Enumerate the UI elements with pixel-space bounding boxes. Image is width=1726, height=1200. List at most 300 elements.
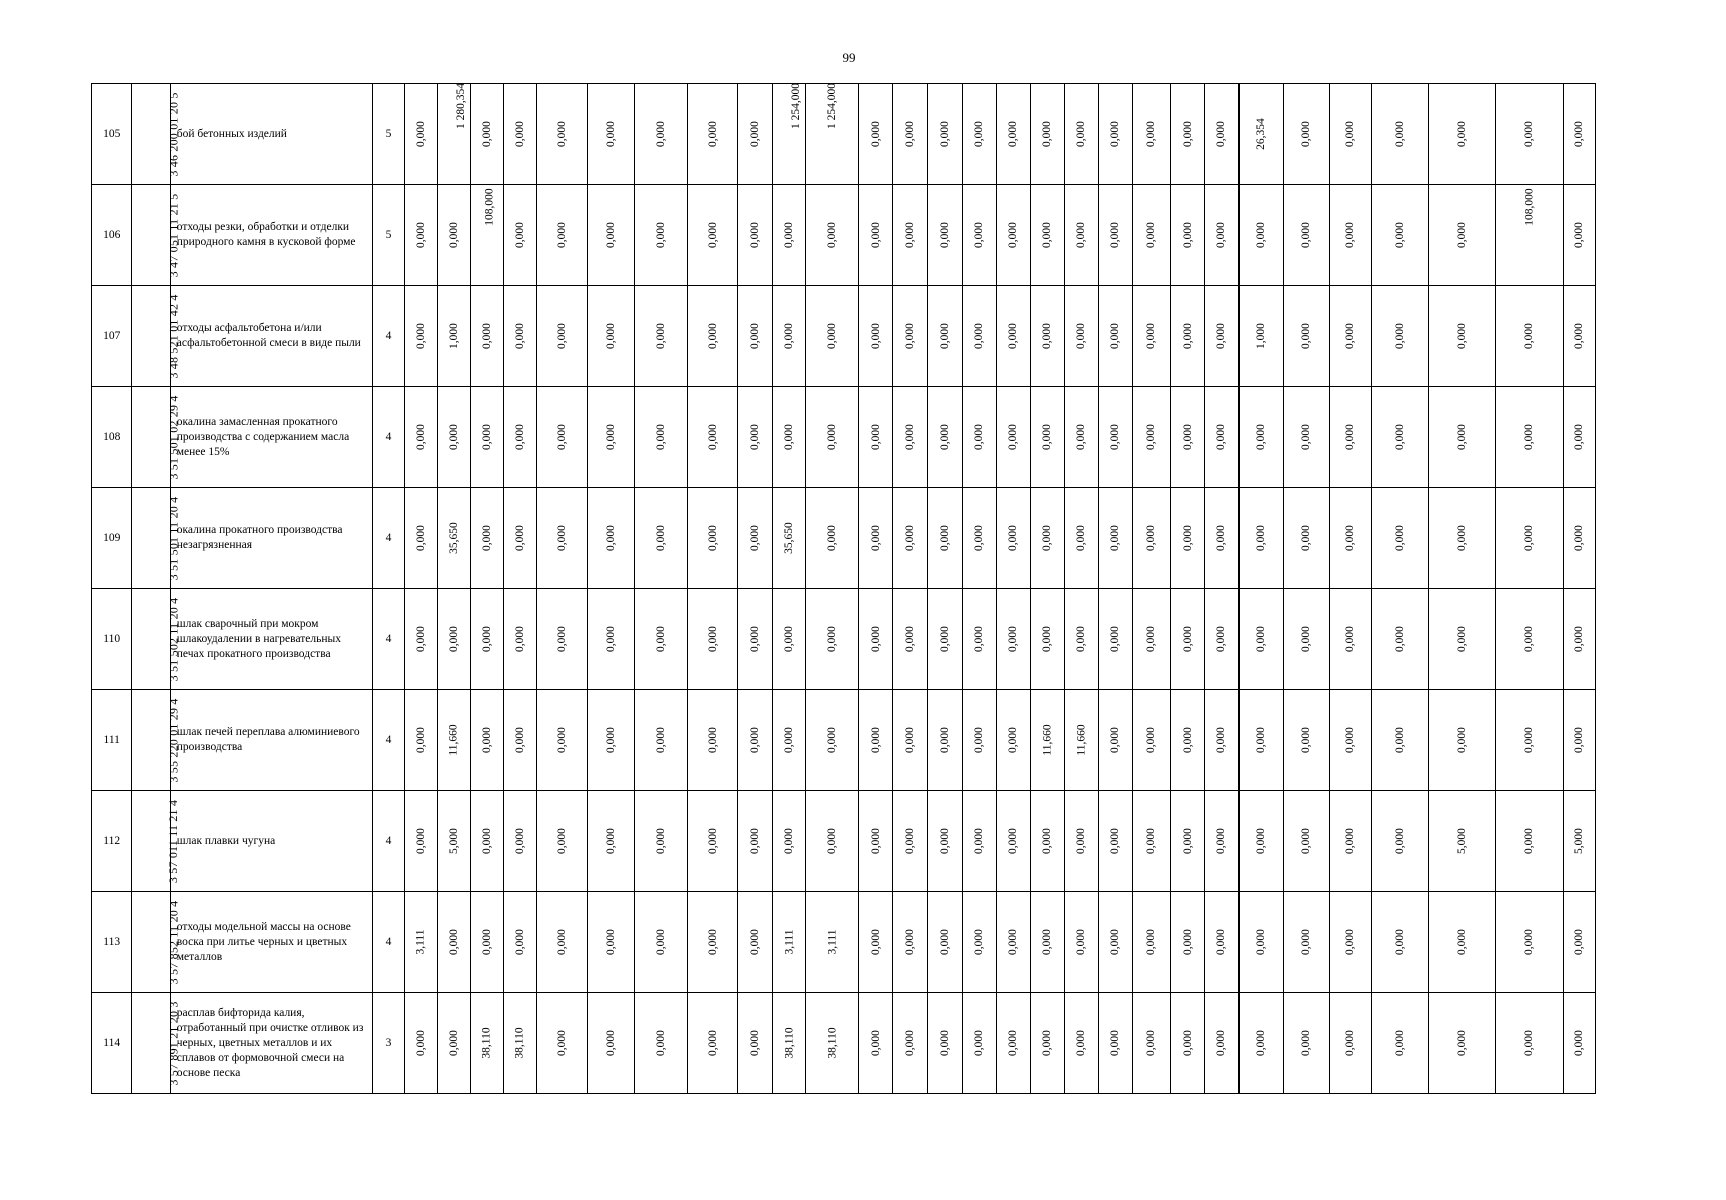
value-text: 0,000 [706, 828, 719, 854]
value-cell [737, 690, 772, 791]
value-text: 0,000 [1393, 929, 1406, 955]
value-text: 0,000 [1255, 525, 1268, 551]
value-text: 0,000 [604, 929, 617, 955]
value-text: 0,000 [513, 222, 526, 248]
value-text: 0,000 [1523, 1030, 1536, 1056]
value-text: 0,000 [654, 626, 667, 652]
value-text: 0,000 [749, 222, 762, 248]
value-text: 0,000 [869, 1030, 882, 1056]
value-cell [1372, 589, 1428, 690]
value-text: 0,000 [749, 929, 762, 955]
value-cell [1205, 690, 1239, 791]
value-text: 0,000 [783, 828, 796, 854]
value-text: 0,000 [1573, 626, 1586, 652]
value-cell [1329, 589, 1372, 690]
value-text: 0,000 [604, 323, 617, 349]
value-text: 0,000 [749, 1030, 762, 1056]
value-text: 35,650 [447, 522, 460, 554]
value-cell [806, 84, 859, 185]
value-cell [962, 690, 996, 791]
value-cell [1239, 589, 1284, 690]
value-cell [1098, 589, 1132, 690]
value-text: 0,000 [904, 121, 917, 147]
value-text: 0,000 [555, 525, 568, 551]
value-cell [1098, 690, 1132, 791]
value-cell [1372, 791, 1428, 892]
value-cell [1205, 185, 1239, 286]
waste-code-text: 3 51 502 11 20 4 [166, 597, 181, 681]
value-cell [1372, 993, 1428, 1094]
value-cell [1171, 892, 1205, 993]
value-text: 0,000 [447, 424, 460, 450]
value-text: 0,000 [826, 626, 839, 652]
value-cell [893, 892, 928, 993]
value-cell [1329, 387, 1372, 488]
value-text: 0,000 [1181, 1030, 1194, 1056]
value-text: 0,000 [783, 727, 796, 753]
value-text: 0,000 [1300, 424, 1313, 450]
value-cell [1495, 84, 1563, 185]
value-cell [928, 286, 962, 387]
value-cell [1064, 387, 1098, 488]
value-cell [737, 286, 772, 387]
value-cell [1030, 892, 1064, 993]
value-text: 0,000 [1041, 1030, 1054, 1056]
value-cell [893, 387, 928, 488]
value-cell [928, 791, 962, 892]
value-text: 0,000 [1523, 727, 1536, 753]
value-cell [1098, 286, 1132, 387]
value-cell [587, 892, 634, 993]
value-text: 0,000 [414, 121, 427, 147]
value-cell [806, 589, 859, 690]
value-cell [1064, 690, 1098, 791]
value-cell [634, 690, 687, 791]
value-text: 0,000 [1109, 323, 1122, 349]
value-text: 0,000 [604, 727, 617, 753]
waste-name: шлак печей переплава алюминиевого производства [170, 690, 372, 791]
value-text: 0,000 [1041, 929, 1054, 955]
value-cell [1030, 993, 1064, 1094]
value-text: 0,000 [1573, 727, 1586, 753]
value-cell [687, 690, 737, 791]
value-cell [536, 791, 587, 892]
value-cell [1563, 185, 1595, 286]
waste-code [132, 84, 182, 185]
value-cell [503, 690, 536, 791]
value-cell [859, 488, 893, 589]
value-cell [773, 84, 806, 185]
value-cell [773, 387, 806, 488]
value-cell [1098, 387, 1132, 488]
value-text: 0,000 [1181, 323, 1194, 349]
value-text: 0,000 [513, 121, 526, 147]
value-text: 0,000 [555, 626, 568, 652]
value-cell [893, 185, 928, 286]
value-cell [536, 286, 587, 387]
value-cell [404, 286, 437, 387]
value-cell [1030, 488, 1064, 589]
value-cell [1239, 993, 1284, 1094]
value-cell [737, 589, 772, 690]
value-cell [1495, 892, 1563, 993]
value-text: 0,000 [939, 828, 951, 854]
value-cell [634, 84, 687, 185]
value-text: 0,000 [1215, 727, 1228, 753]
value-text: 3,111 [783, 929, 796, 955]
value-text: 0,000 [1300, 323, 1313, 349]
value-text: 0,000 [1109, 121, 1122, 147]
value-cell [587, 488, 634, 589]
value-cell [1171, 185, 1205, 286]
value-text: 0,000 [939, 525, 951, 551]
waste-name: шлак сварочный при мокром шлакоудалении в нагревательных печах прокатного производства [170, 589, 372, 690]
value-cell [737, 387, 772, 488]
value-text: 0,000 [1300, 727, 1313, 753]
value-cell [1329, 892, 1372, 993]
value-cell [996, 488, 1030, 589]
value-text: 0,000 [604, 828, 617, 854]
value-text: 0,000 [1573, 222, 1586, 248]
value-text: 0,000 [1255, 727, 1268, 753]
value-text: 0,000 [654, 1030, 667, 1056]
value-text: 11,660 [1075, 724, 1088, 756]
waste-code [132, 690, 182, 791]
value-cell [1495, 286, 1563, 387]
table-row [92, 791, 1596, 892]
waste-code-text: 3 57 852 11 20 4 [166, 900, 181, 984]
row-number: 110 [92, 589, 132, 690]
value-cell [1283, 387, 1329, 488]
value-cell [1372, 690, 1428, 791]
value-cell [893, 286, 928, 387]
waste-code-text: 3 55 220 01 29 4 [167, 697, 182, 783]
value-text: 0,000 [555, 929, 568, 955]
value-cell [962, 589, 996, 690]
value-cell [859, 791, 893, 892]
value-cell [587, 387, 634, 488]
value-text: 0,000 [783, 323, 796, 349]
value-cell [773, 488, 806, 589]
value-cell [470, 589, 503, 690]
value-cell [503, 286, 536, 387]
value-text: 0,000 [513, 626, 526, 652]
waste-code-text: 3 51 501 11 20 4 [166, 496, 181, 580]
value-text: 0,000 [480, 121, 493, 147]
value-cell [1205, 791, 1239, 892]
value-text: 0,000 [706, 222, 719, 248]
waste-code-text: 3 57 891 21 20 3 [167, 1000, 182, 1086]
value-cell [1171, 589, 1205, 690]
value-cell [1239, 791, 1284, 892]
value-cell [1428, 791, 1495, 892]
value-text: 0,000 [1109, 929, 1122, 955]
value-text: 0,000 [1145, 424, 1158, 450]
value-cell [536, 589, 587, 690]
value-cell [1030, 589, 1064, 690]
row-number: 109 [92, 488, 132, 589]
value-text: 0,000 [1455, 525, 1468, 551]
value-text: 0,000 [654, 828, 667, 854]
value-cell [928, 387, 962, 488]
table-row [92, 185, 1596, 286]
value-text: 0,000 [1145, 121, 1158, 147]
value-cell [1132, 488, 1170, 589]
value-text: 0,000 [1523, 525, 1536, 551]
value-cell [859, 286, 893, 387]
hazard-class: 4 [372, 589, 404, 690]
value-text: 0,000 [904, 1030, 917, 1056]
waste-code [132, 993, 182, 1094]
value-cell [1171, 690, 1205, 791]
value-text: 0,000 [513, 727, 526, 753]
value-text: 0,000 [1523, 828, 1536, 854]
value-text: 0,000 [1455, 424, 1468, 450]
value-text: 0,000 [1181, 525, 1194, 551]
value-text: 1 254,000 [790, 83, 803, 129]
value-text: 0,000 [1455, 323, 1468, 349]
value-cell [687, 791, 737, 892]
value-cell [503, 387, 536, 488]
value-text: 0,000 [1573, 929, 1586, 955]
value-text: 0,000 [1344, 424, 1357, 450]
value-cell [1428, 488, 1495, 589]
value-cell [1132, 84, 1170, 185]
value-text: 0,000 [447, 222, 460, 248]
value-text: 0,000 [555, 323, 568, 349]
value-text: 0,000 [1007, 222, 1020, 248]
value-text: 0,000 [414, 222, 427, 248]
value-text: 0,000 [939, 1030, 951, 1056]
waste-code [132, 791, 181, 892]
value-cell [996, 84, 1030, 185]
value-text: 0,000 [1145, 626, 1158, 652]
value-cell [1205, 892, 1239, 993]
hazard-class: 3 [372, 993, 404, 1094]
value-cell [1329, 488, 1372, 589]
hazard-class: 5 [372, 84, 404, 185]
value-text: 0,000 [604, 121, 617, 147]
waste-code [132, 589, 181, 690]
value-cell [737, 488, 772, 589]
value-text: 0,000 [1181, 828, 1194, 854]
value-text: 1,000 [1255, 323, 1268, 349]
value-text: 0,000 [555, 424, 568, 450]
value-text: 35,650 [783, 522, 796, 554]
value-text: 0,000 [1393, 222, 1406, 248]
value-text: 0,000 [1344, 828, 1357, 854]
value-text: 0,000 [555, 1030, 568, 1056]
value-text: 0,000 [706, 626, 719, 652]
value-text: 0,000 [1455, 1030, 1468, 1056]
value-text: 0,000 [1181, 929, 1194, 955]
row-number: 113 [92, 892, 132, 993]
value-cell [1239, 690, 1284, 791]
value-text: 0,000 [939, 929, 951, 955]
value-cell [1329, 84, 1372, 185]
value-cell [470, 690, 503, 791]
value-text: 0,000 [1041, 222, 1054, 248]
value-cell [587, 286, 634, 387]
value-cell [536, 993, 587, 1094]
value-text: 0,000 [1393, 121, 1406, 147]
value-text: 0,000 [1007, 121, 1020, 147]
value-text: 0,000 [654, 121, 667, 147]
value-cell [1132, 589, 1170, 690]
value-cell [1372, 488, 1428, 589]
value-text: 0,000 [706, 323, 719, 349]
value-cell [1329, 185, 1372, 286]
value-text: 0,000 [826, 222, 839, 248]
value-text: 0,000 [604, 222, 617, 248]
value-text: 0,000 [1393, 323, 1406, 349]
value-cell [437, 791, 470, 892]
value-cell [1239, 892, 1284, 993]
value-cell [1283, 286, 1329, 387]
waste-code [132, 387, 182, 488]
value-text: 0,000 [1145, 828, 1158, 854]
value-text: 0,000 [1215, 121, 1228, 147]
value-cell [928, 488, 962, 589]
value-cell [587, 690, 634, 791]
value-text: 0,000 [1215, 525, 1228, 551]
value-text: 0,000 [1041, 626, 1054, 652]
value-cell [928, 185, 962, 286]
value-cell [996, 185, 1030, 286]
value-text: 0,000 [513, 525, 526, 551]
value-text: 0,000 [869, 929, 882, 955]
value-cell [1064, 589, 1098, 690]
value-text: 108,000 [483, 188, 496, 226]
value-cell [737, 791, 772, 892]
value-cell [1098, 993, 1132, 1094]
value-text: 0,000 [1573, 323, 1586, 349]
value-cell [928, 690, 962, 791]
value-text: 0,000 [1573, 1030, 1586, 1056]
row-number: 107 [92, 286, 132, 387]
value-text: 38,110 [826, 1027, 839, 1059]
hazard-class: 4 [372, 488, 404, 589]
value-cell [1030, 791, 1064, 892]
waste-name: шлак плавки чугуна [170, 791, 372, 892]
value-text: 0,000 [414, 323, 427, 349]
value-text: 0,000 [1041, 525, 1054, 551]
value-text: 0,000 [904, 929, 917, 955]
value-text: 0,000 [973, 222, 986, 248]
value-text: 0,000 [1215, 222, 1228, 248]
value-text: 0,000 [1007, 424, 1020, 450]
value-text: 0,000 [1455, 727, 1468, 753]
value-cell [1329, 791, 1372, 892]
value-cell [962, 993, 996, 1094]
value-text: 0,000 [1344, 222, 1357, 248]
value-text: 0,000 [706, 121, 719, 147]
value-text: 0,000 [869, 626, 882, 652]
value-cell [1171, 791, 1205, 892]
value-cell [437, 387, 470, 488]
value-text: 0,000 [414, 828, 427, 854]
value-cell [1428, 185, 1495, 286]
value-text: 0,000 [1215, 424, 1228, 450]
value-text: 0,000 [1300, 626, 1313, 652]
waste-name: окалина прокатного производства незагрязненная [170, 488, 372, 589]
value-text: 0,000 [706, 1030, 719, 1056]
value-text: 26,354 [1255, 118, 1268, 150]
value-cell [634, 286, 687, 387]
waste-name: бой бетонных изделий [170, 84, 372, 185]
value-text: 0,000 [1181, 626, 1194, 652]
value-text: 0,000 [1181, 424, 1194, 450]
row-number: 112 [92, 791, 132, 892]
value-text: 0,000 [1007, 828, 1020, 854]
value-cell [470, 185, 503, 286]
table-row [92, 690, 1596, 791]
value-text: 0,000 [1455, 626, 1468, 652]
value-text: 0,000 [1145, 1030, 1158, 1056]
value-cell [1428, 892, 1495, 993]
value-cell [1064, 892, 1098, 993]
value-cell [1064, 185, 1098, 286]
value-text: 0,000 [480, 525, 493, 551]
value-cell [893, 690, 928, 791]
value-text: 38,110 [480, 1027, 493, 1059]
value-cell [437, 892, 470, 993]
hazard-class: 4 [372, 387, 404, 488]
value-cell [1205, 589, 1239, 690]
value-cell [962, 791, 996, 892]
value-cell [1428, 993, 1495, 1094]
value-cell [1563, 84, 1595, 185]
value-cell [1171, 387, 1205, 488]
value-cell [687, 286, 737, 387]
value-cell [404, 993, 437, 1094]
value-cell [773, 993, 806, 1094]
value-cell [859, 185, 893, 286]
value-cell [1563, 892, 1595, 993]
value-text: 0,000 [1523, 929, 1536, 955]
value-text: 0,000 [480, 727, 493, 753]
value-cell [1132, 993, 1170, 1094]
value-cell [1563, 286, 1595, 387]
value-text: 0,000 [555, 828, 568, 854]
value-cell [1329, 690, 1372, 791]
value-text: 0,000 [1523, 626, 1536, 652]
value-text: 0,000 [1255, 222, 1268, 248]
value-text: 0,000 [904, 525, 917, 551]
value-cell [773, 286, 806, 387]
value-text: 0,000 [869, 828, 882, 854]
value-cell [1098, 84, 1132, 185]
value-cell [1283, 84, 1329, 185]
value-cell [503, 791, 536, 892]
value-text: 0,000 [1215, 1030, 1228, 1056]
value-cell [587, 791, 634, 892]
value-cell [1428, 84, 1495, 185]
value-text: 0,000 [1215, 828, 1228, 854]
value-cell [1563, 387, 1595, 488]
value-text: 0,000 [1393, 727, 1406, 753]
value-text: 0,000 [414, 626, 427, 652]
value-text: 0,000 [973, 727, 986, 753]
value-cell [1428, 387, 1495, 488]
value-cell [1563, 690, 1595, 791]
value-cell [437, 84, 470, 185]
value-text: 0,000 [904, 222, 917, 248]
value-text: 0,000 [1344, 525, 1357, 551]
value-cell [1495, 993, 1563, 1094]
value-text: 0,000 [1573, 525, 1586, 551]
value-text: 108,000 [1523, 188, 1536, 226]
